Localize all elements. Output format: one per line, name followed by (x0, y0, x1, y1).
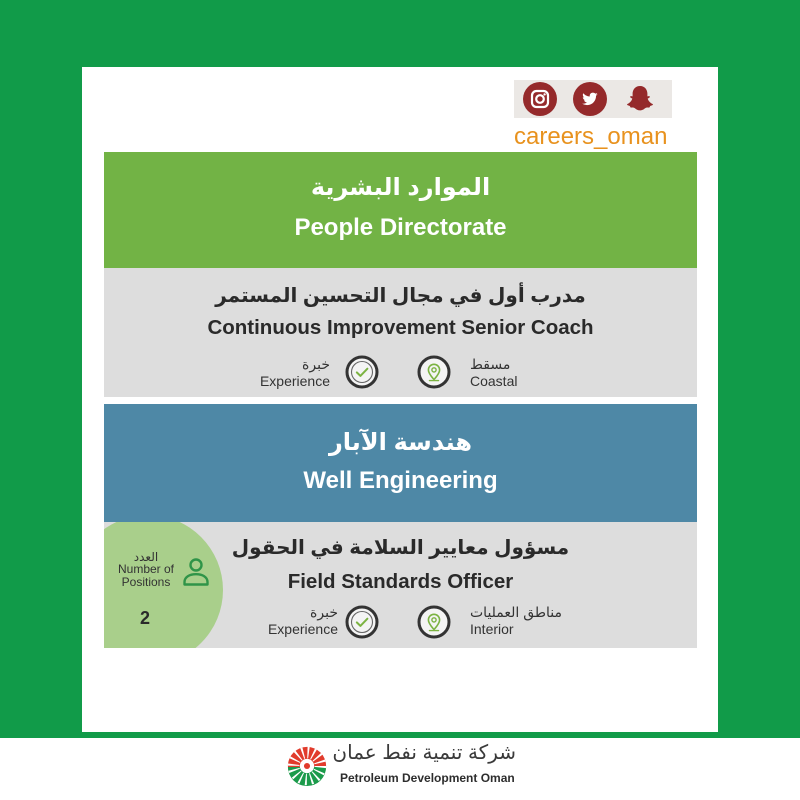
directorate-title-ar: الموارد البشرية (310, 174, 491, 201)
job-panel (104, 522, 697, 648)
location-label-en: Coastal (470, 373, 518, 389)
experience-label-ar: خبرة (302, 356, 330, 372)
directorate-banner-well-engineering (104, 404, 697, 522)
twitter-icon (572, 81, 608, 117)
directorate-title-ar: هندسة الآبار (328, 429, 473, 456)
snapchat-icon (622, 81, 658, 117)
job-title-ar: مدرب أول في مجال التحسين المستمر (215, 285, 586, 307)
positions-count: 2 (139, 608, 150, 628)
map-pin-icon (417, 355, 451, 389)
location-label-ar: مسقط (470, 356, 511, 372)
location-label-ar: مناطق العمليات (470, 604, 563, 620)
experience-label-ar: خبرة (310, 604, 338, 620)
social-links-box (514, 80, 672, 118)
job-title-en: Continuous Improvement Senior Coach (207, 316, 594, 339)
location-label (470, 356, 517, 390)
positions-label-en: Number of Positions (117, 562, 175, 589)
job-title-ar: مسؤول معايير السلامة في الحقول (231, 537, 570, 559)
experience-label-en: Experience (259, 373, 330, 389)
job-panel (104, 268, 697, 397)
directorate-title-en: People Directorate (294, 214, 507, 241)
positions-label-ar: العدد (133, 550, 159, 564)
location-label-en: Interior (470, 621, 514, 637)
check-circle-icon (345, 605, 379, 639)
map-pin-icon (417, 605, 451, 639)
experience-label (260, 356, 330, 390)
experience-label (268, 604, 338, 638)
pdo-logo-icon (286, 745, 328, 787)
experience-label-en: Experience (267, 621, 338, 637)
check-circle-icon (345, 355, 379, 389)
company-name-en: Petroleum Development Oman (340, 771, 515, 785)
instagram-icon (522, 81, 558, 117)
company-name-ar: شركة تنمية نفط عمان (332, 742, 516, 764)
directorate-title-en: Well Engineering (303, 467, 498, 494)
social-handle: careers_oman (514, 123, 668, 150)
job-title-en: Field Standards Officer (287, 570, 514, 593)
location-label (470, 604, 562, 638)
directorate-banner-people (104, 152, 697, 268)
